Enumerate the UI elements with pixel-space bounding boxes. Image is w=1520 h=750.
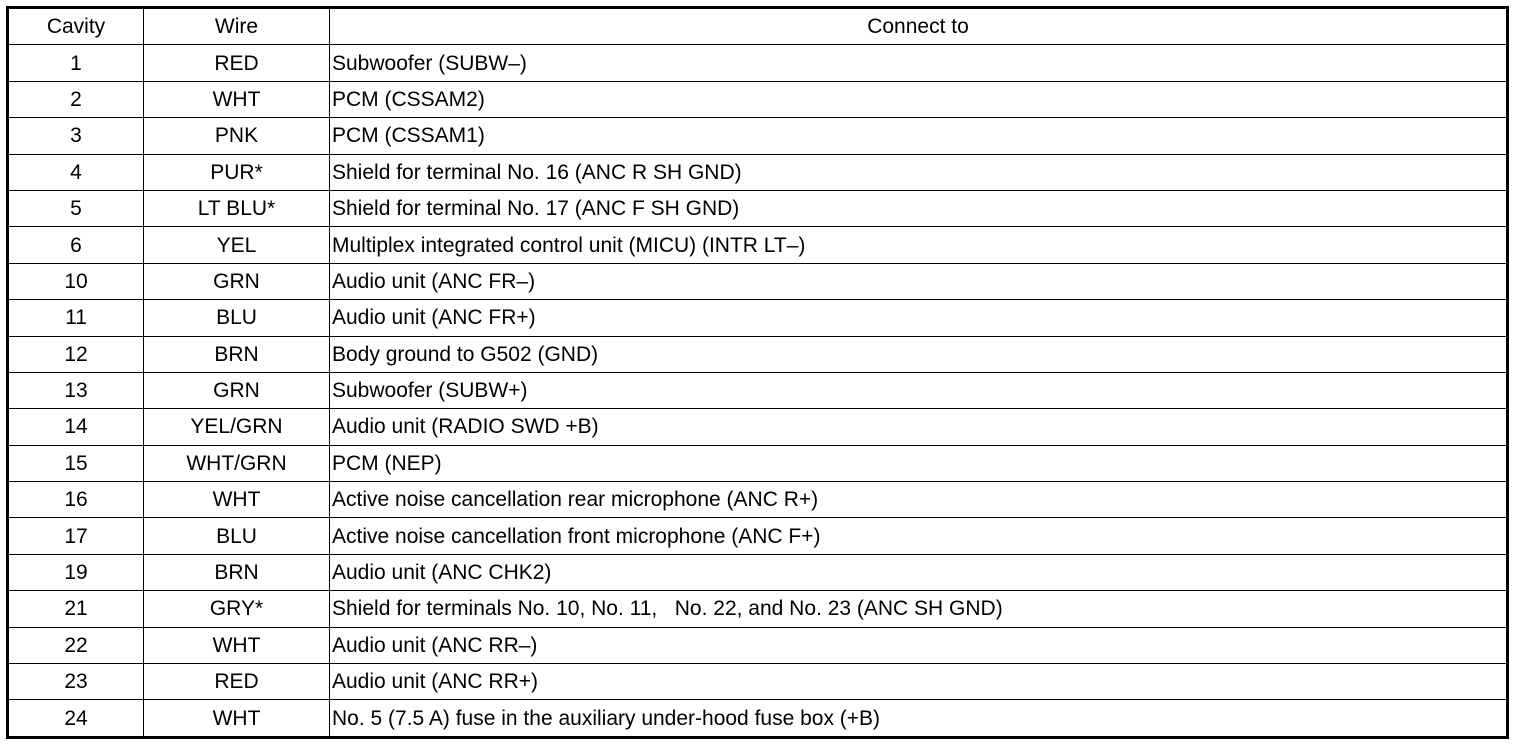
table-row	[8, 45, 1508, 81]
cavity-cell: 10	[8, 263, 144, 299]
connect-cell: Audio unit (ANC RR+)	[330, 664, 1508, 700]
wire-cell: WHT	[144, 482, 330, 518]
table-row	[8, 118, 1508, 154]
table-row	[8, 227, 1508, 263]
connect-cell: Audio unit (ANC FR+)	[330, 300, 1508, 336]
wire-cell: PNK	[144, 118, 330, 154]
table-row	[8, 154, 1508, 190]
cavity-cell: 17	[8, 518, 144, 554]
cavity-cell: 14	[8, 409, 144, 445]
wire-cell: GRN	[144, 263, 330, 299]
wire-cell: GRY*	[144, 591, 330, 627]
connect-cell: Shield for terminal No. 16 (ANC R SH GND)	[330, 154, 1508, 190]
table-row	[8, 81, 1508, 117]
wire-cell: LT BLU*	[144, 190, 330, 226]
connect-cell: Active noise cancellation front microphone (ANC F+)	[330, 518, 1508, 554]
wire-cell: BLU	[144, 300, 330, 336]
connect-cell: PCM (CSSAM2)	[330, 81, 1508, 117]
wire-cell: YEL	[144, 227, 330, 263]
table-row	[8, 263, 1508, 299]
cavity-cell: 5	[8, 190, 144, 226]
wire-cell: WHT/GRN	[144, 445, 330, 481]
cavity-cell: 13	[8, 372, 144, 408]
table-row	[8, 409, 1508, 445]
table-row	[8, 518, 1508, 554]
connect-cell: Body ground to G502 (GND)	[330, 336, 1508, 372]
connect-cell: No. 5 (7.5 A) fuse in the auxiliary under-hood fuse box (+B)	[330, 700, 1508, 737]
header-cavity: Cavity	[8, 8, 144, 45]
cavity-cell: 21	[8, 591, 144, 627]
cavity-cell: 11	[8, 300, 144, 336]
table-row	[8, 372, 1508, 408]
connect-cell: Audio unit (ANC CHK2)	[330, 554, 1508, 590]
table-row	[8, 482, 1508, 518]
cavity-cell: 4	[8, 154, 144, 190]
connect-cell: Shield for terminal No. 17 (ANC F SH GND)	[330, 190, 1508, 226]
connect-cell: PCM (CSSAM1)	[330, 118, 1508, 154]
connector-pinout-table	[6, 6, 1509, 739]
wire-cell: YEL/GRN	[144, 409, 330, 445]
cavity-cell: 15	[8, 445, 144, 481]
cavity-cell: 6	[8, 227, 144, 263]
connect-cell: Subwoofer (SUBW+)	[330, 372, 1508, 408]
cavity-cell: 22	[8, 627, 144, 663]
table-row	[8, 591, 1508, 627]
header-row	[8, 8, 1508, 45]
connect-cell: Audio unit (ANC FR–)	[330, 263, 1508, 299]
wire-cell: BRN	[144, 336, 330, 372]
table-row	[8, 190, 1508, 226]
cavity-cell: 1	[8, 45, 144, 81]
table-row	[8, 627, 1508, 663]
wire-cell: WHT	[144, 627, 330, 663]
cavity-cell: 12	[8, 336, 144, 372]
connect-cell: Shield for terminals No. 10, No. 11, No. 22, and No. 23 (ANC SH GND)	[330, 591, 1508, 627]
cavity-cell: 2	[8, 81, 144, 117]
wire-cell: WHT	[144, 700, 330, 737]
cavity-cell: 24	[8, 700, 144, 737]
connect-cell: Subwoofer (SUBW–)	[330, 45, 1508, 81]
connect-cell: Audio unit (ANC RR–)	[330, 627, 1508, 663]
cavity-cell: 23	[8, 664, 144, 700]
table-row	[8, 700, 1508, 737]
table-row	[8, 664, 1508, 700]
wire-cell: WHT	[144, 81, 330, 117]
wire-cell: GRN	[144, 372, 330, 408]
wire-cell: RED	[144, 664, 330, 700]
table-row	[8, 300, 1508, 336]
connect-cell: Active noise cancellation rear microphone (ANC R+)	[330, 482, 1508, 518]
connect-cell: PCM (NEP)	[330, 445, 1508, 481]
header-connect-to: Connect to	[330, 8, 1508, 45]
cavity-cell: 3	[8, 118, 144, 154]
connect-cell: Multiplex integrated control unit (MICU) (INTR LT–)	[330, 227, 1508, 263]
table-row	[8, 554, 1508, 590]
table-row	[8, 445, 1508, 481]
wire-cell: BLU	[144, 518, 330, 554]
cavity-cell: 16	[8, 482, 144, 518]
connector-table-container	[6, 6, 1509, 739]
table-row	[8, 336, 1508, 372]
header-wire: Wire	[144, 8, 330, 45]
connect-cell: Audio unit (RADIO SWD +B)	[330, 409, 1508, 445]
wire-cell: RED	[144, 45, 330, 81]
wire-cell: BRN	[144, 554, 330, 590]
cavity-cell: 19	[8, 554, 144, 590]
wire-cell: PUR*	[144, 154, 330, 190]
